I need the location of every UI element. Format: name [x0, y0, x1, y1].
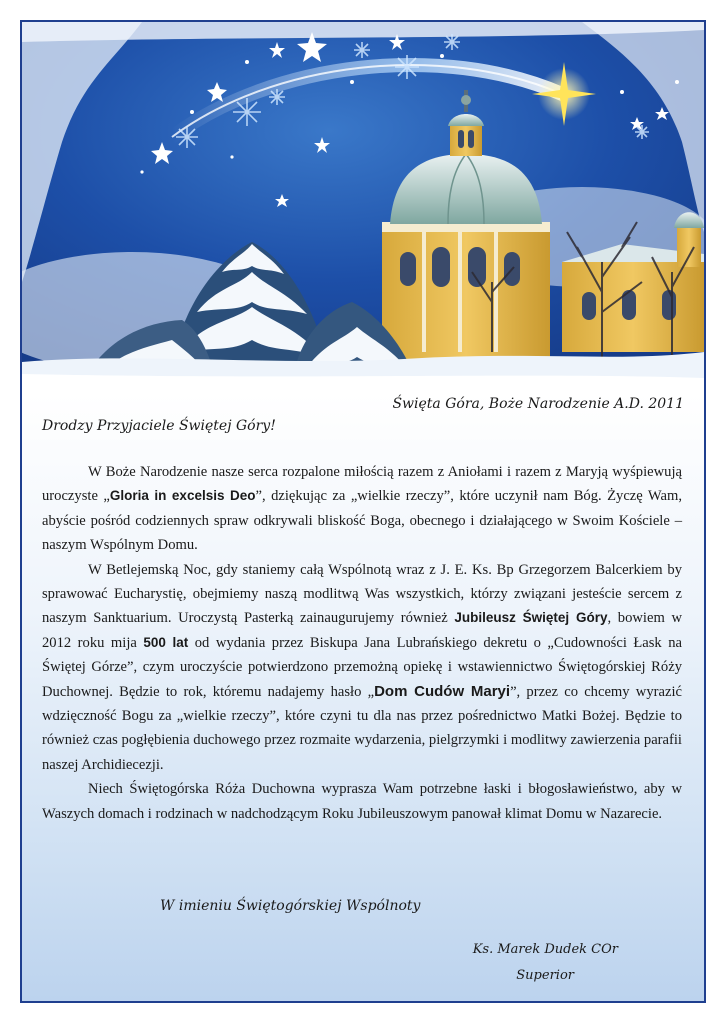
letter-page [20, 20, 706, 1003]
signoff: W imieniu Świętogórskiej Wspólnoty [160, 898, 421, 914]
letter-greeting: Drodzy Przyjaciele Świętej Góry! [42, 418, 276, 434]
signer-role: Superior [516, 968, 574, 983]
paragraph-1: W Boże Narodzenie nasze serca rozpalone miłością razem z Aniołami i razem z Maryją wyśpiewują uroczyste „Gloria in excelsis Deo”, dziękując za „wielkie rzeczy”, które uczynił nam Bóg. Życzę Wam, abyście pośród codziennych spraw odkrywali bliskość Boga, obecnego i działającego w Swoim Kościele – naszym Wspólnym Domu. [42, 464, 683, 554]
header-image [22, 22, 704, 384]
paragraph-3: Niech Świętogórska Róża Duchowna wyprasza Wam potrzebne łaski i błogosławieństwo, aby w Waszych domach i rodzinach w nadchodzącym Roku Jubileuszowym panował klimat Domu w Nazarecie. [42, 781, 682, 822]
letter-dateline: Święta Góra, Boże Narodzenie A.D. 2011 [392, 396, 684, 412]
paragraph-2: W Betlejemską Noc, gdy staniemy całą Wspólnotą wraz z J. E. Ks. Bp Grzegorzem Balcerkiem by sprawować Eucharystię, obejmiemy naszą modlitwą Was wszystkich, którzy związani jesteście sercem z naszym Sanktuarium. Uroczystą Pasterką zainaugurujemy również Jubileusz Świętej Góry, bowiem w 2012 roku mija 500 lat od wydania przez Biskupa Jana Lubrańskiego dekretu o „Cudowności Łask na Świętej Górze”, czym uroczyście potwierdzono przemożną opiekę i wstawiennictwo Świętogórskiej Róży Duchownej. Będzie to rok, któremu nadajemy hasło „Dom Cudów Maryi”, przez co chcemy wyrazić wdzięczność Bogu za „wielkie rzeczy”, które czyni tu dla nas przez pośrednictwo Matki Bożej. Będzie to również czas pogłębienia duchowego przez rozmaite wydarzenia, pielgrzymki i modlitwy zawierzenia parafii naszej Archidiecezji. [42, 561, 683, 773]
signer-name: Ks. Marek Dudek COr [472, 942, 618, 957]
letter-body [42, 460, 682, 826]
